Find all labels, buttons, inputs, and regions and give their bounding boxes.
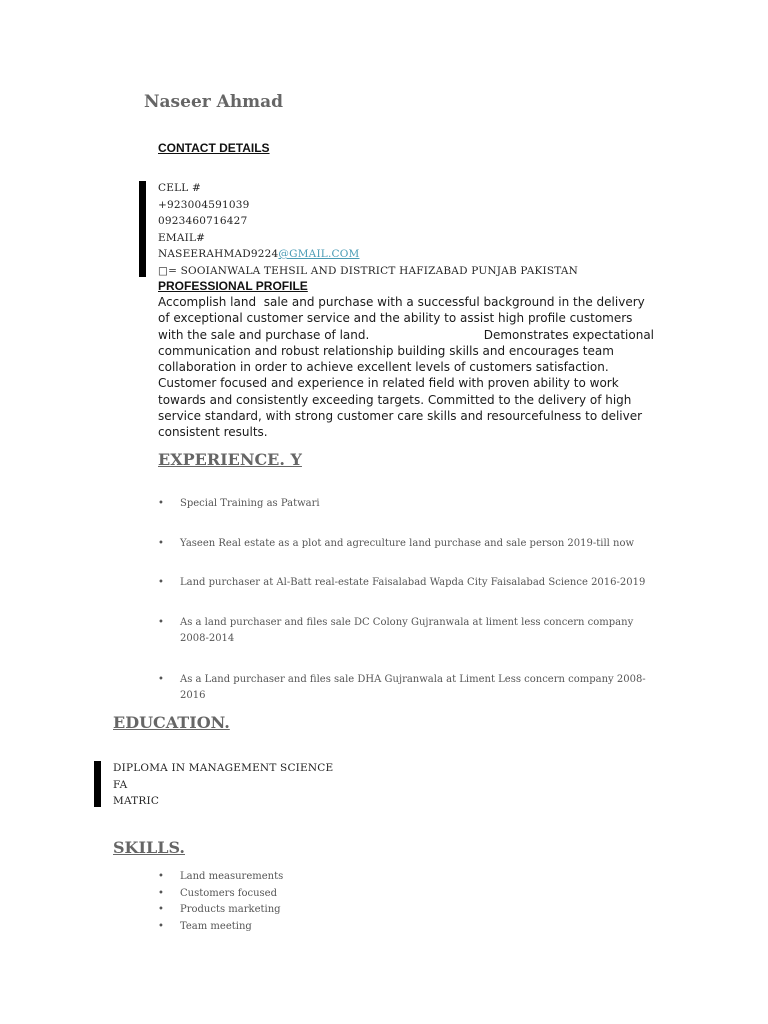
professional-profile-text: Accomplish land sale and purchase with a successful background in the delivery of exceptional customer service and the ability to assist high profile customers with the sale and purchase of land. Demonstrates expectational communication and robust relationship building skills and encourages team collaboration in order to achieve excellent levels of customers satisfaction. Customer focused and experience in related field with proven ability to work towards and consistently exceeding targets. Committed to the delivery of high service standard, with strong customer care skills and resourcefulness to deliver consistent results.	[158, 295, 658, 440]
bullet-icon: •	[158, 538, 164, 549]
bullet-icon: •	[158, 888, 164, 899]
candidate-name: Naseer Ahmad	[144, 92, 284, 112]
education-item: FA	[113, 778, 128, 791]
skills-heading: SKILLS.	[113, 838, 185, 857]
skill-item	[158, 869, 283, 886]
email-domain-link[interactable]: @GMAIL.COM	[278, 248, 360, 260]
phone-secondary: 0923460716427	[158, 215, 248, 227]
bullet-icon: •	[158, 921, 164, 932]
bullet-icon: •	[158, 674, 164, 685]
education-item: DIPLOMA IN MANAGEMENT SCIENCE	[113, 762, 334, 774]
experience-item-text: As a Land purchaser and files sale DHA Gujranwala at Liment Less concern company 2008-2016	[180, 674, 646, 701]
email-user: NASEERAHMAD9224	[158, 248, 279, 260]
email-address	[158, 246, 578, 263]
address-text: = SOOIANWALA TEHSIL AND DISTRICT HAFIZABAD PUNJAB PAKISTAN	[168, 264, 579, 277]
experience-item-text: As a land purchaser and files sale DC Colony Gujranwala at liment less concern company 2008-2014	[180, 617, 634, 644]
education-item: MATRIC	[113, 795, 160, 807]
skill-item	[158, 919, 252, 936]
bullet-icon: •	[158, 498, 164, 509]
phone-primary: +923004591039	[158, 198, 250, 211]
skill-item-text: Customers focused	[180, 888, 277, 899]
cell-label: CELL #	[158, 182, 201, 194]
bullet-icon: •	[158, 904, 164, 915]
experience-item	[158, 536, 648, 552]
education-list	[113, 760, 333, 810]
professional-profile-heading: PROFESSIONAL PROFILE	[158, 279, 308, 293]
skill-item	[158, 902, 281, 919]
experience-item	[158, 615, 648, 647]
skill-item-text: Land measurements	[180, 871, 284, 882]
experience-item	[158, 496, 648, 512]
bullet-icon: •	[158, 577, 164, 588]
education-heading: EDUCATION.	[113, 713, 230, 732]
address-line	[158, 263, 578, 280]
skill-item-text: Team meeting	[180, 921, 252, 932]
address-icon: □	[158, 264, 169, 277]
email-label: EMAIL#	[158, 231, 206, 244]
contact-block	[158, 180, 578, 279]
experience-item-text: Land purchaser at Al-Batt real-estate Faisalabad Wapda City Faisalabad Science 2016-2019	[180, 577, 646, 588]
contact-details-heading: CONTACT DETAILS	[158, 141, 270, 155]
skill-item-text: Products marketing	[180, 904, 281, 915]
experience-item	[158, 575, 648, 591]
experience-item-text: Yaseen Real estate as a plot and agreculture land purchase and sale person 2019-till now	[180, 538, 635, 549]
bullet-icon: •	[158, 617, 164, 628]
education-accent-bar	[94, 761, 101, 807]
experience-item-text: Special Training as Patwari	[180, 498, 320, 509]
contact-accent-bar	[139, 181, 146, 277]
skill-item	[158, 886, 277, 903]
experience-heading: EXPERIENCE. Y	[158, 450, 302, 469]
bullet-icon: •	[158, 871, 164, 882]
experience-item	[158, 672, 648, 704]
